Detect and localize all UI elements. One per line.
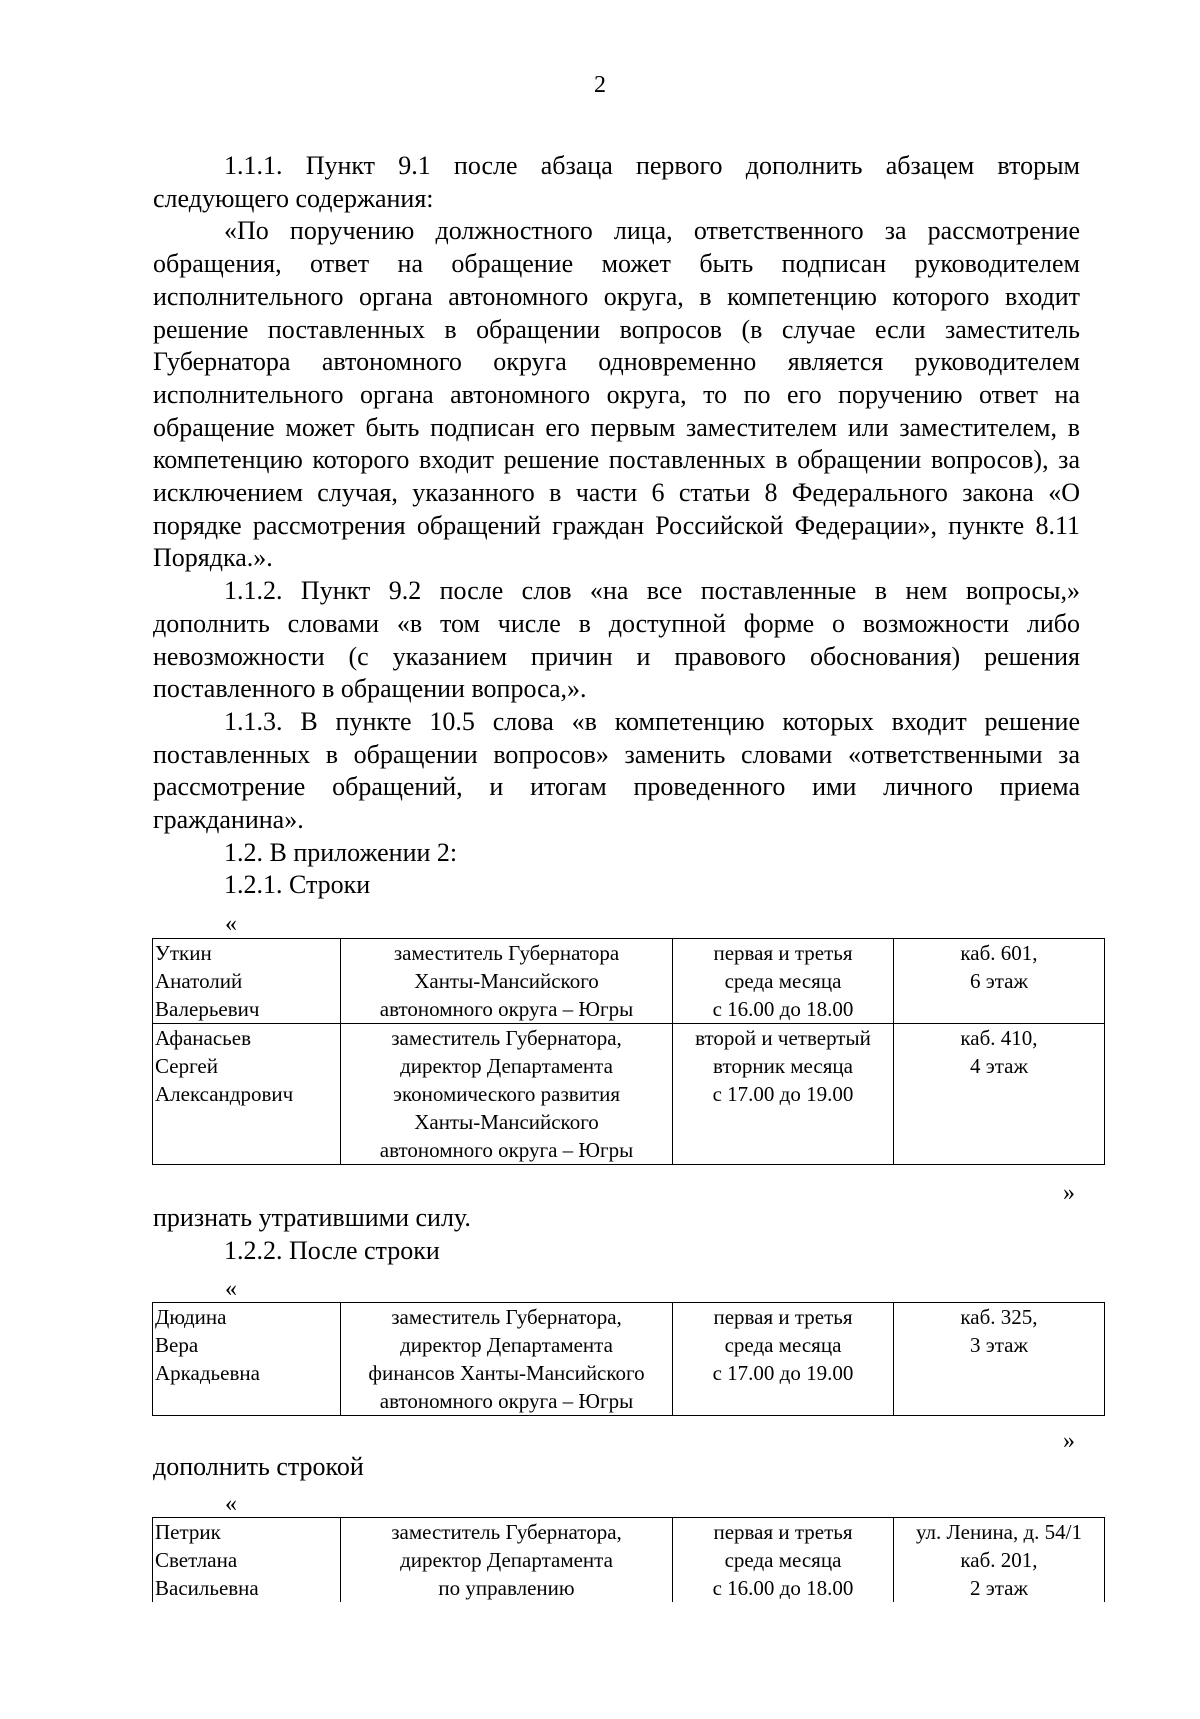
paragraph-quote: «По поручению должностного лица, ответственного за рассмотрение обращения, ответ на обращение может быть подписан руководителем исполнительного органа автономного округа, в компетенцию которого входит решение поставленных в обращении вопросов (в случае если заместитель Губернатора автономного округа одновременно является руководителем исполнительного органа автономного округа, то по его поручению ответ на обращение может быть подписан его первым заместителем или заместителем, в компетенцию которого входит решение поставленных в обращении вопросов), за исключением случая, указанного в части 6 статьи 8 Федерального закона «О порядке рассмотрения обращений граждан Российской Федерации», пункте 8.11 Порядка.».: [153, 216, 1080, 573]
paragraph-1-1-1: 1.1.1. Пункт 9.1 после абзаца первого дополнить абзацем вторым следующего содержания:: [153, 151, 1080, 213]
add-row-table: [152, 1517, 1105, 1602]
body-text-top: [153, 150, 1080, 902]
cell-position: заместитель Губернатора Ханты-Мансийского автономного округа – Югры: [341, 939, 673, 1024]
cell-name: Уткин Анатолий Валерьевич: [153, 939, 341, 1024]
body-text-bottom: [153, 1451, 1080, 1484]
open-quote-2: «: [225, 1276, 237, 1302]
cell-schedule: второй и четвертый вторник месяца с 17.00 до 19.00: [673, 1024, 894, 1165]
table-row: [153, 1303, 1105, 1416]
paragraph-1-2-1: 1.2.1. Строки: [224, 870, 371, 900]
paragraph-1-1-3: 1.1.3. В пункте 10.5 слова «в компетенцию которых входит решение поставленных в обращении вопросов» заменить словами «ответственными за рассмотрение обращений, и итогам проведенного ими личного приема гражданина».: [153, 706, 1080, 835]
cell-position: заместитель Губернатора, директор Департамента экономического развития Ханты-Мансийского автономного округа – Югры: [341, 1024, 673, 1165]
cell-name: Афанасьев Сергей Александрович: [153, 1024, 341, 1165]
table-row: [153, 1518, 1105, 1603]
cell-office: каб. 601, 6 этаж: [894, 939, 1105, 1024]
paragraph-1-2-2: 1.2.2. После строки: [224, 1235, 440, 1265]
cell-office: каб. 410, 4 этаж: [894, 1024, 1105, 1165]
cell-office: каб. 325, 3 этаж: [894, 1303, 1105, 1416]
table-row: [153, 939, 1105, 1024]
open-quote-3: «: [225, 1491, 237, 1517]
cell-schedule: первая и третья среда месяца с 17.00 до 19.00: [673, 1303, 894, 1416]
paragraph-add: дополнить строкой: [153, 1452, 364, 1481]
remove-rows-table: [152, 938, 1105, 1165]
open-quote-1: «: [225, 911, 237, 937]
paragraph-1-2: 1.2. В приложении 2:: [224, 837, 458, 867]
cell-schedule: первая и третья среда месяца с 16.00 до 18.00: [673, 1518, 894, 1603]
cell-name: Петрик Светлана Васильевна: [153, 1518, 341, 1603]
cell-name: Дюдина Вера Аркадьевна: [153, 1303, 341, 1416]
close-quote-2: »: [1063, 1428, 1075, 1454]
body-text-middle: [153, 1202, 1080, 1267]
paragraph-1-1-2: 1.1.2. Пункт 9.2 после слов «на все поставленные в нем вопросы,» дополнить словами «в том числе в доступной форме о возможности либо невозможности (с указанием причин и правового обоснования) решения поставленного в обращении вопроса,».: [153, 576, 1080, 704]
after-row-table: [152, 1302, 1105, 1416]
cell-office: ул. Ленина, д. 54/1 каб. 201, 2 этаж: [894, 1518, 1105, 1603]
cell-position: заместитель Губернатора, директор Департамента финансов Ханты-Мансийского автономного округа – Югры: [341, 1303, 673, 1416]
table-row: [153, 1024, 1105, 1165]
close-quote-1: »: [1063, 1180, 1075, 1206]
paragraph-invalid: признать утратившими силу.: [153, 1203, 471, 1232]
page-number: 2: [594, 72, 606, 98]
cell-schedule: первая и третья среда месяца с 16.00 до 18.00: [673, 939, 894, 1024]
cell-position: заместитель Губернатора, директор Департамента по управлению: [341, 1518, 673, 1603]
